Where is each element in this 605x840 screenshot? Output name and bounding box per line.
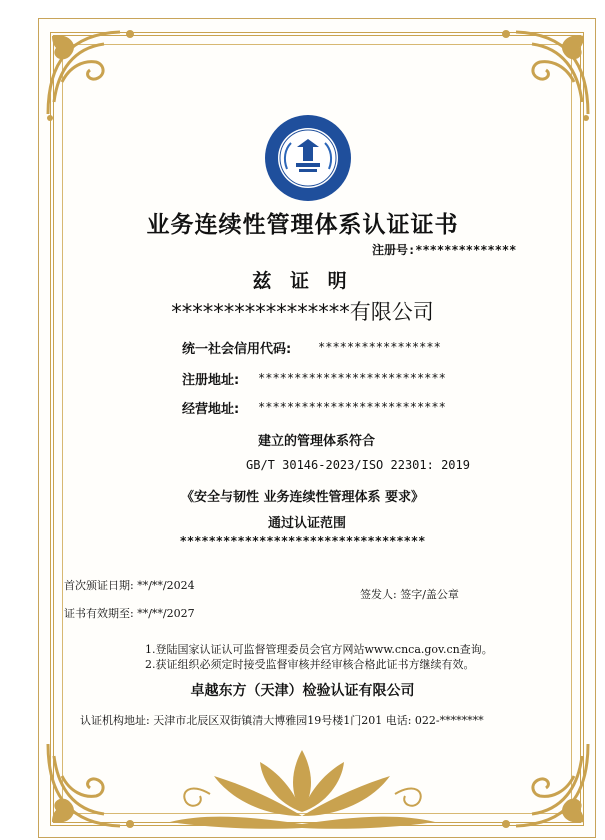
corner-ornament-icon	[486, 736, 596, 836]
lotus-ornament-icon	[150, 732, 455, 832]
standard-name: 《安全与韧性 业务连续性管理体系 要求》	[180, 490, 425, 505]
corner-ornament-icon	[40, 22, 150, 122]
certify-heading: 兹 证 明	[252, 270, 353, 292]
standard-code: GB/T 30146-2023/ISO 22301: 2019	[246, 458, 470, 472]
credit-code-label: 统一社会信用代码:	[182, 342, 292, 357]
certificate-title: 业务连续性管理体系认证证书	[146, 211, 459, 238]
business-address-label: 经营地址:	[182, 402, 240, 417]
note-line-1: 1.登陆国家认证认可监督管理委员会官方网站www.cnca.gov.cn查询。	[145, 643, 493, 656]
scope-value: **********************************	[179, 534, 426, 548]
company-name: *****************有限公司	[171, 300, 434, 324]
signer: 签发人: 签字/盖公章	[360, 588, 459, 601]
corner-ornament-icon	[486, 22, 596, 122]
first-issue-date: 首次颁证日期: **/**/2024	[64, 579, 195, 592]
registration-number: 注册号:**************	[372, 243, 517, 257]
registered-address-label: 注册地址:	[182, 373, 240, 388]
registered-address-value: **************************	[258, 371, 446, 385]
corner-ornament-icon	[40, 736, 150, 836]
statement-text: 建立的管理体系符合	[258, 434, 376, 449]
scope-label: 通过认证范围	[268, 516, 347, 531]
issuer-address: 认证机构地址: 天津市北辰区双街镇清大博雅园19号楼1门201 电话: 022-********	[80, 714, 484, 727]
note-line-2: 2.获证组织必须定时接受监督审核并经审核合格此证书方继续有效。	[145, 658, 475, 671]
issuer-name: 卓越东方（天津）检验认证有限公司	[190, 683, 415, 699]
credit-code-value: *****************	[318, 340, 441, 354]
certification-seal-icon	[263, 113, 353, 203]
valid-until-date: 证书有效期至: **/**/2027	[64, 607, 195, 620]
business-address-value: **************************	[258, 400, 446, 414]
